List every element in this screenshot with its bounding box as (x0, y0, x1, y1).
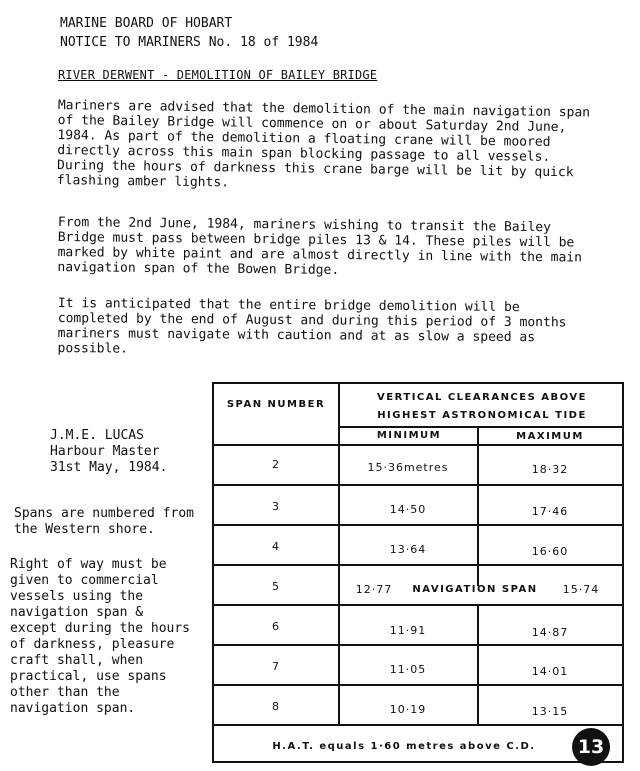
signature-block (50, 428, 167, 476)
span-cell: 5 (272, 580, 280, 593)
page-number-badge: 13 (572, 728, 610, 766)
max-cell: 17·46 (531, 505, 569, 518)
span-cell: 3 (272, 500, 280, 513)
max-cell: 16·60 (531, 545, 569, 558)
paragraph-1: Mariners are advised that the demolition of the main navigation span of the Bailey Bridge will commence on or about Saturday 2nd June, 1984. As part of the demolition a floating crane will be moored directly across this main span blocking passage to all vessels. During the hours of darkness this crane barge will be lit by quick flashing amber lights. (56, 98, 591, 191)
right-of-way-note: Right of way must be given to commercial vessels using the navigation span & except during the hours of darkness, pleasure craft shall, when practical, use spans other than the navigation span. (10, 557, 191, 716)
clearance-header-2: HIGHEST ASTRONOMICAL TIDE (377, 410, 587, 421)
spans-note: Spans are numbered from the Western shore. (14, 506, 195, 537)
notice-number: NOTICE TO MARINERS No. 18 of 1984 (60, 35, 319, 50)
min-cell: 14·50 (389, 503, 427, 516)
span-cell: 4 (272, 540, 280, 553)
min-cell: 12·77 (355, 583, 393, 596)
span-cell: 8 (272, 700, 280, 713)
min-cell: 13·64 (389, 543, 427, 556)
signatory-name: J.M.E. LUCAS (50, 428, 144, 443)
notice-subject: RIVER DERWENT - DEMOLITION OF BAILEY BRIDGE (58, 68, 378, 82)
minimum-header: MINIMUM (376, 430, 442, 441)
maximum-header: MAXIMUM (516, 431, 584, 442)
min-cell: 15·36metres (367, 461, 449, 474)
span-cell: 7 (272, 660, 280, 673)
min-cell: 10·19 (389, 703, 427, 716)
paragraph-3: It is anticipated that the entire bridge demolition will be completed by the end of August and during this period of 3 months mariners must navigate with caution and at as slow a speed as possible. (57, 296, 567, 357)
min-cell: 11·91 (389, 624, 427, 637)
max-cell: 15·74 (562, 583, 600, 596)
hat-footer: H.A.T. equals 1·60 metres above C.D. (272, 741, 536, 752)
span-number-header: SPAN NUMBER (226, 399, 326, 410)
max-cell: 14·87 (531, 626, 569, 639)
max-cell: 13·15 (531, 705, 569, 718)
authority-name: MARINE BOARD OF HOBART (60, 16, 233, 31)
paragraph-2: From the 2nd June, 1984, mariners wishing to transit the Bailey Bridge must pass between bridge piles 13 & 14. These piles will be marked by white paint and are almost directly in line with the main navigation span of the Bowen Bridge. (57, 215, 583, 278)
notice-header (60, 14, 318, 52)
clearance-header-1: VERTICAL CLEARANCES ABOVE (377, 392, 587, 403)
clearance-table (212, 382, 624, 763)
min-cell: 11·05 (389, 663, 427, 676)
max-cell: 18·32 (531, 463, 569, 476)
span-cell: 2 (272, 458, 280, 471)
max-cell: 14·01 (531, 665, 569, 678)
span-cell: 6 (272, 620, 280, 633)
navigation-span-label: NAVIGATION SPAN (412, 584, 538, 595)
signature-date: 31st May, 1984. (50, 460, 168, 475)
signatory-title: Harbour Master (50, 444, 160, 459)
